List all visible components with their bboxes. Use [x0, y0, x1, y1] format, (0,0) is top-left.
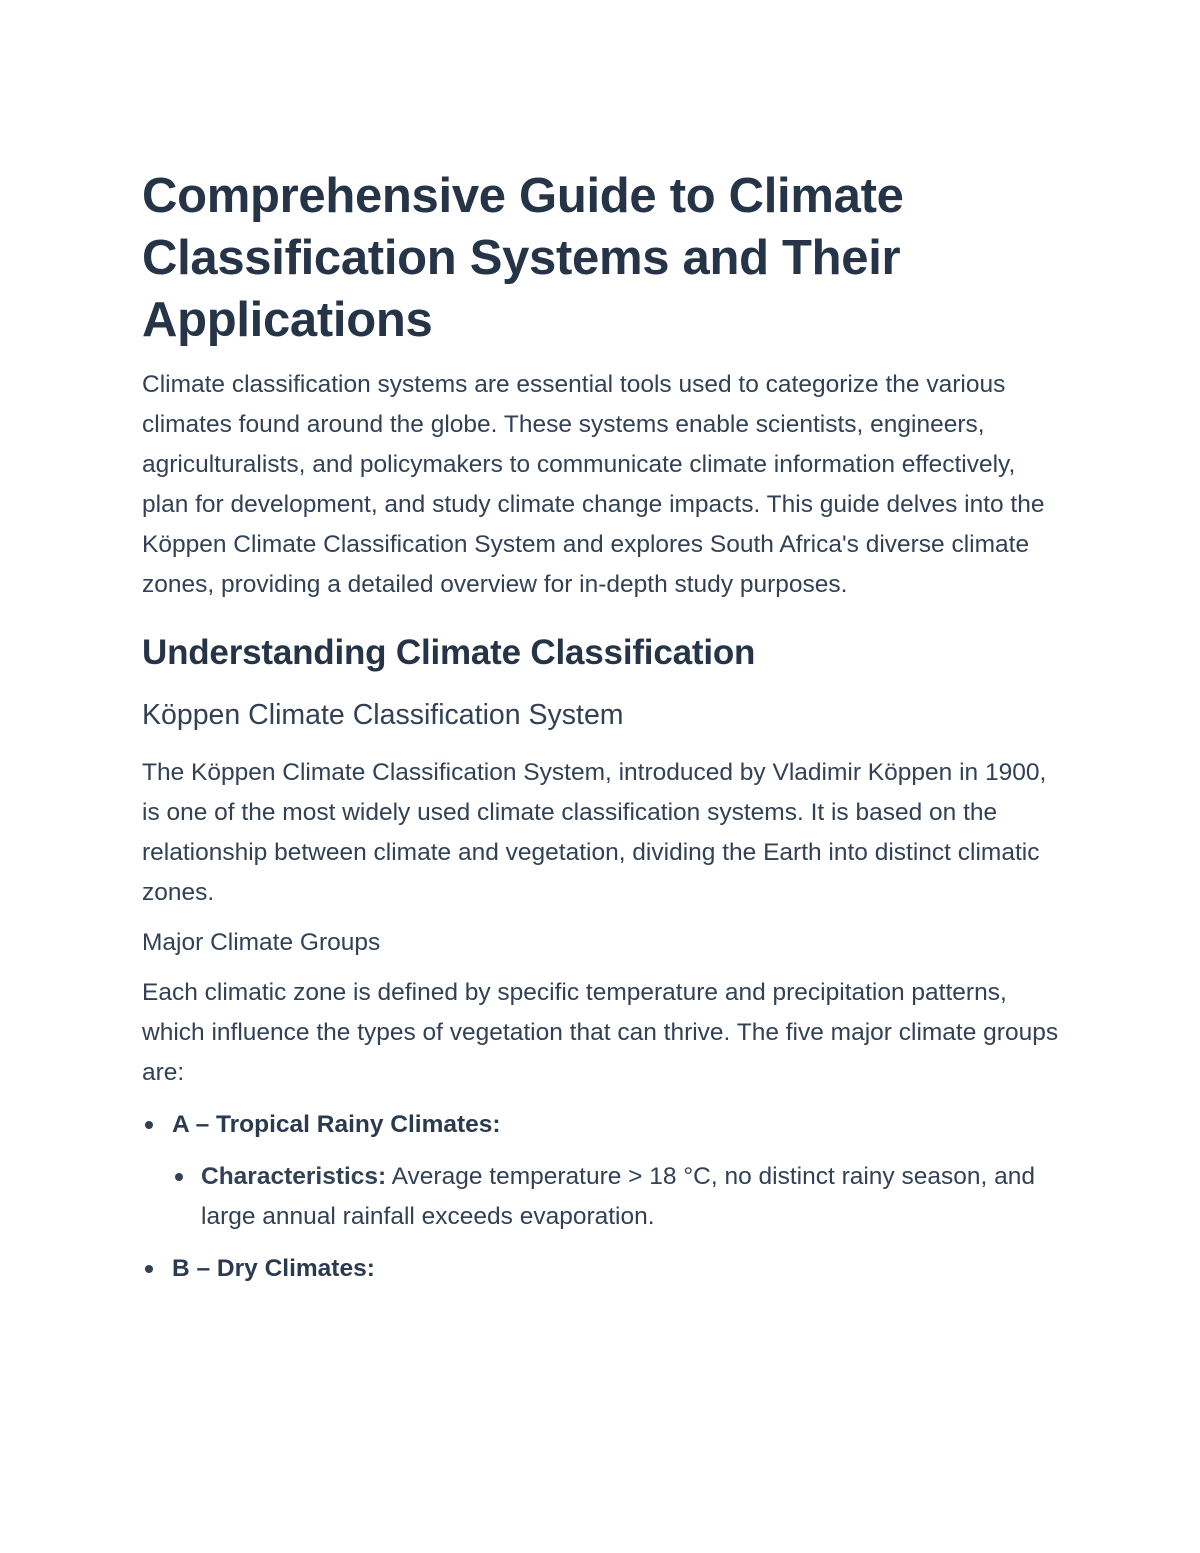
list-item — [142, 1105, 1062, 1237]
group-details-list — [172, 1157, 1062, 1237]
subsection-paragraph: The Köppen Climate Classification System, introduced by Vladimir Köppen in 1900, is one of the most widely used climate classification systems. It is based on the relationship between climate and vegetation, dividing the Earth into distinct climatic zones. — [142, 759, 1047, 906]
section-heading: Understanding Climate Classification — [142, 633, 756, 672]
intro-paragraph: Climate classification systems are essential tools used to categorize the various climates found around the globe. These systems enable scientists, engineers, agriculturalists, and policymakers to communicate climate information effectively, plan for development, and study climate change impacts. This guide delves into the Köppen Climate Classification System and explores South Africa's diverse climate zones, providing a detailed overview for in-depth study purposes. — [142, 371, 1045, 598]
characteristics-text: Average temperature > 18 °C, no distinct rainy season, and large annual rainfall exceeds evaporation. — [201, 1163, 1035, 1230]
list-item — [142, 1249, 1062, 1289]
bullet-icon — [145, 1121, 153, 1129]
groups-intro-paragraph: Each climatic zone is defined by specific temperature and precipitation patterns, which influence the types of vegetation that can thrive. The five major climate groups are: — [142, 979, 1059, 1086]
group-title: A – Tropical Rainy Climates: — [172, 1111, 501, 1138]
bullet-icon — [145, 1265, 153, 1273]
page-title: Comprehensive Guide to Climate Classification Systems and Their Applications — [142, 169, 904, 347]
groups-heading: Major Climate Groups — [142, 929, 381, 956]
list-item — [172, 1157, 1062, 1237]
climate-groups-list — [142, 1105, 1062, 1289]
characteristics-label: Characteristics: — [201, 1163, 387, 1190]
subsection-heading: Köppen Climate Classification System — [142, 699, 624, 731]
group-title: B – Dry Climates: — [172, 1255, 375, 1282]
document-page — [142, 165, 1062, 1289]
bullet-icon — [175, 1173, 183, 1181]
